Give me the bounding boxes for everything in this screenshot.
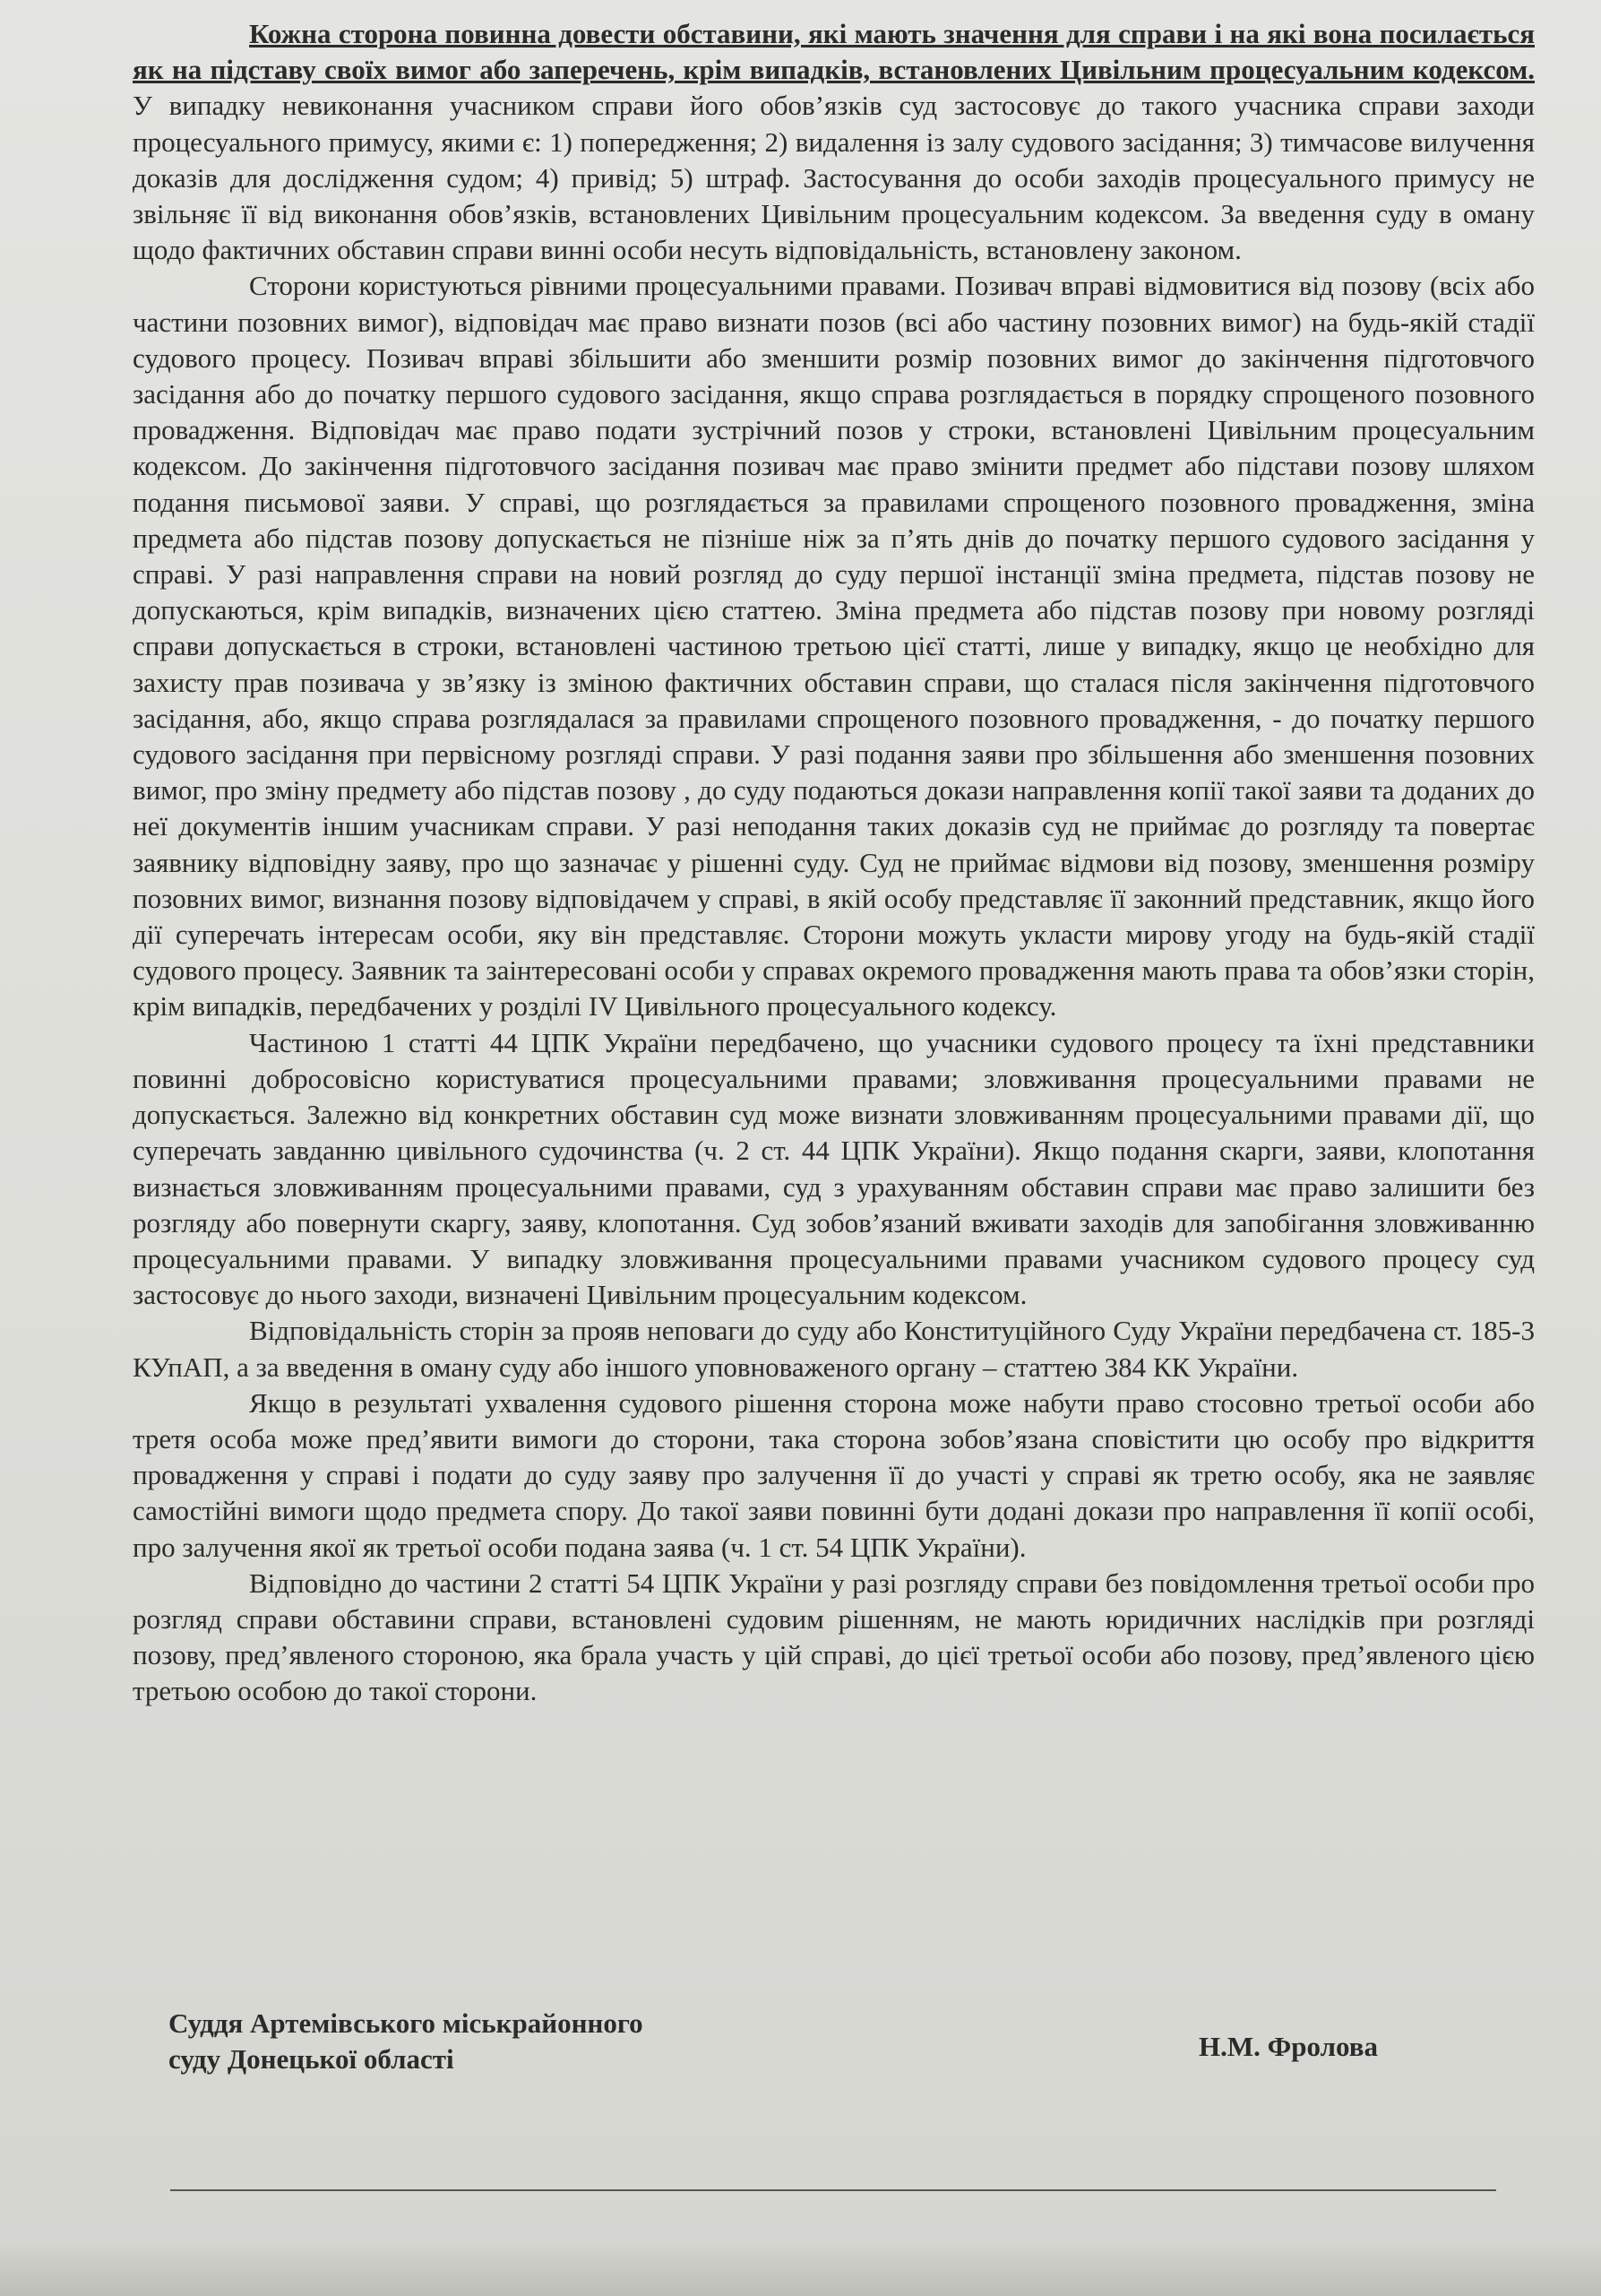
paragraph-text: Частиною 1 статті 44 ЦПК України передбачено, що учасники судового процесу та їхні представники повинні добросовісно користуватися процесуальними правами; зловживання процесуальними правами не допускається. Залежно від конкретних обставин суд може визнати зловживанням процесуальними правами дії, що суперечать завданню цивільного судочинства (ч. 2 ст. 44 ЦПК України). Якщо подання скарги, заяви, клопотання визнається зловживанням процесуальними правами, суд з урахуванням обставин справи має право залишити без розгляду або повернути скаргу, заяву, клопотання. Суд зобов’язаний вживати заходів для запобігання зловживанню процесуальними правами. У випадку зловживання процесуальними правами учасником судового процесу суд застосовує до нього заходи, визначені Цивільним процесуальним кодексом.	[133, 1026, 1535, 1311]
paragraph-4	[133, 1313, 1535, 1385]
paragraph-lead: Кожна сторона повинна довести обставини, які мають значення для справи і на які вона посилається як на підставу своїх вимог або заперечень, крім випадків, встановлених Цивільним процесуальним кодексом.	[133, 18, 1535, 86]
paragraph-text: Відповідно до частини 2 статті 54 ЦПК України у разі розгляду справи без повідомлення третьої особи про розгляд справи обставини справи, встановлені судовим рішенням, не мають юридичних наслідків при розгляді позову, пред’явленого стороною, яка брала участь у цій справі, до цієї третьої особи або позову, пред’явленого цією третьою особою до такої сторони.	[133, 1567, 1535, 1707]
judge-title-line-2: суду Донецької області	[168, 2043, 454, 2075]
paragraph-1	[133, 16, 1535, 268]
paragraph-2	[133, 268, 1535, 1024]
page-edge-shadow	[0, 2240, 1601, 2296]
paragraph-text: Відповідальність сторін за прояв неповаги до суду або Конституційного Суду України передбачена ст. 185-3 КУпАП, а за введення в оману суду або іншого уповноваженого органу – статтею 384 КК України.	[133, 1315, 1535, 1383]
paragraph-3	[133, 1025, 1535, 1314]
document-body	[133, 16, 1535, 1710]
judge-name: Н.М. Фролова	[1199, 2031, 1378, 2062]
footer-divider	[170, 2189, 1496, 2191]
judge-title	[168, 2006, 885, 2077]
paragraph-5	[133, 1385, 1535, 1566]
paragraph-text: У випадку невиконання учасником справи його обов’язків суд застосовує до такого учасника справи заходи процесуального примусу, якими є: 1) попередження; 2) видалення із залу судового засідання; 3) тимчасове вилучення доказів для дослідження судом; 4) привід; 5) штраф. Застосування до особи заходів процесуального примусу не звільняє її від виконання обов’язків, встановлених Цивільним процесуальним кодексом. За введення суду в оману щодо фактичних обставин справи винні особи несуть відповідальність, встановлену законом.	[133, 90, 1535, 266]
paragraph-6	[133, 1566, 1535, 1710]
paragraph-text: Якщо в результаті ухвалення судового рішення сторона може набути право стосовно третьої особи або третя особа може пред’явити вимоги до сторони, така сторона зобов’язана сповістити цю особу про відкриття провадження у справі і подати до суду заяву про залучення її до участі у справі як третю особу, яка не заявляє самостійні вимоги щодо предмета спору. До такої заяви повинні бути додані докази про направлення її копії особі, про залучення якої як третьої особи подана заява (ч. 1 ст. 54 ЦПК України).	[133, 1386, 1535, 1563]
judge-title-line-1: Суддя Артемівського міськрайонного	[168, 2007, 643, 2039]
paragraph-text: Сторони користуються рівними процесуальними правами. Позивач вправі відмовитися від позову (всіх або частини позовних вимог), відповідач має право визнати позов (всі або частину позовних вимог) на будь-якій стадії судового процесу. Позивач вправі збільшити або зменшити розмір позовних вимог до закінчення підготовчого засідання або до початку першого судового засідання, якщо справа розглядається в порядку спрощеного позовного провадження. Відповідач має право подати зустрічний позов у строки, встановлені Цивільним процесуальним кодексом. До закінчення підготовчого засідання позивач має право змінити предмет або підстави позову шляхом подання письмової заяви. У справі, що розглядається за правилами спрощеного позовного провадження, зміна предмета або підстав позову допускається не пізніше ніж за п’ять днів до початку першого судового засідання у справі. У разі направлення справи на новий розгляд до суду першої інстанції зміна предмета, підстав позову не допускаються, крім випадків, визначених цією статтею. Зміна предмета або підстав позову при новому розгляді справи допускається в строки, встановлені частиною третьою цієї статті, лише у випадку, якщо це необхідно для захисту прав позивача у зв’язку із зміною фактичних обставин справи, що сталася після закінчення підготовчого засідання, або, якщо справа розглядалася за правилами спрощеного позовного провадження, - до початку першого судового засідання при первісному розгляді справи. У разі подання заяви про збільшення або зменшення позовних вимог, про зміну предмету або підстав позову , до суду подаються докази направлення копії такої заяви та доданих до неї документів іншим учасникам справи. У разі неподання таких доказів суд не приймає до розгляду та повертає заявнику відповідну заяву, про що зазначає у рішенні суду. Суд не приймає відмови від позову, зменшення розміру позовних вимог, визнання позову відповідачем у справі, в якій особу представляє її законний представник, якщо його дії суперечать інтересам особи, яку він представляє. Сторони можуть укласти мирову угоду на будь-якій стадії судового процесу. Заявник та заінтересовані особи у справах окремого провадження мають права та обов’язки сторін, крім випадків, передбачених у розділі IV Цивільного процесуального кодексу.	[133, 270, 1535, 1023]
